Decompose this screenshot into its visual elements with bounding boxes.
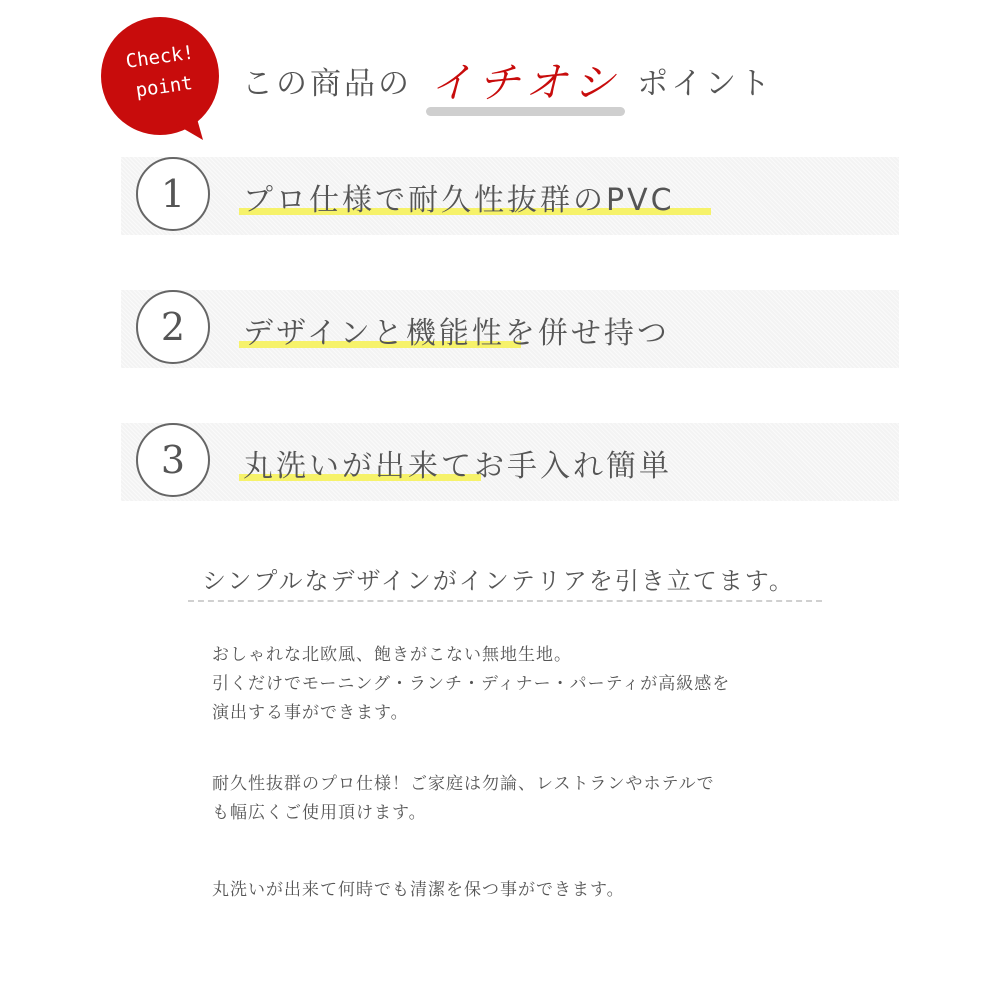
- paragraph-line: 演出する事ができます。: [212, 703, 409, 723]
- description-paragraph-3: [212, 876, 625, 905]
- title-accent-wrap: [426, 50, 625, 110]
- description-heading: シンプルなデザインがインテリアを引き立てます。: [202, 567, 795, 595]
- points-list: [121, 157, 899, 501]
- point-text: 丸洗いが出来てお手入れ簡単: [243, 449, 672, 484]
- paragraph-line: も幅広くご使用頂けます。: [212, 803, 427, 823]
- paragraph-line: 丸洗いが出来て何時でも清潔を保つ事ができます。: [212, 880, 625, 900]
- dashed-divider: [188, 600, 822, 602]
- title-prefix: この商品の: [242, 65, 412, 102]
- paragraph-line: 引くだけでモーニング・ランチ・ディナー・パーティが高級感を: [212, 674, 731, 694]
- point-text: デザインと機能性を併せ持つ: [243, 316, 670, 351]
- point-number-badge: 3: [136, 423, 210, 497]
- description-paragraph-1: [212, 641, 730, 728]
- paragraph-line: おしゃれな北欧風、飽きがこない無地生地。: [212, 645, 572, 665]
- point-number-badge: 2: [136, 290, 210, 364]
- point-item-1: [121, 157, 899, 235]
- badge-line-1: Check!: [124, 41, 196, 73]
- page-title: [242, 50, 773, 110]
- description-paragraph-2: [212, 770, 715, 828]
- point-number-badge: 1: [136, 157, 210, 231]
- point-item-3: [121, 423, 899, 501]
- point-text: プロ仕様で耐久性抜群のPVC: [243, 183, 675, 218]
- title-accent: イチオシ: [430, 58, 622, 107]
- title-suffix: ポイント: [637, 65, 774, 102]
- paragraph-line: 耐久性抜群のプロ仕様！ご家庭は勿論、レストランやホテルで: [212, 774, 715, 794]
- check-point-badge: [100, 16, 224, 140]
- badge-line-2: point: [134, 71, 194, 102]
- title-accent-underline: [426, 107, 625, 116]
- point-item-2: [121, 290, 899, 368]
